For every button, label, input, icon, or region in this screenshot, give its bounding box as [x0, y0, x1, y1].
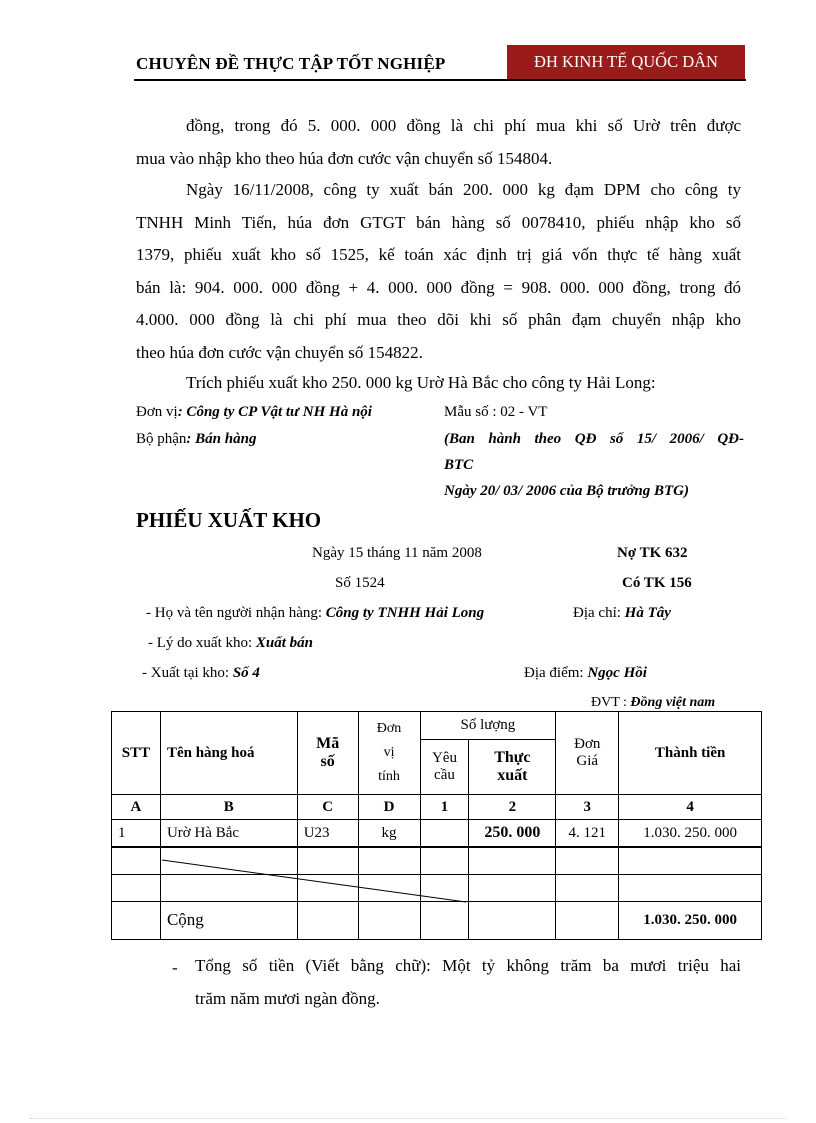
header-requested-line1: Yêu	[431, 750, 457, 767]
header-price-line1: Đơn	[574, 736, 601, 753]
header-title: CHUYÊN ĐỀ THỰC TẬP TỐT NGHIỆP	[136, 54, 446, 73]
debit-value: 632	[665, 545, 688, 561]
code-cell: 1	[420, 795, 469, 820]
table-row	[112, 820, 762, 847]
header-code	[297, 712, 358, 795]
location-label: Địa điểm:	[524, 665, 584, 681]
unit-label: Đơn vị	[136, 404, 178, 420]
reason-value: Xuất bán	[255, 635, 314, 651]
receiver-label: - Họ và tên người nhận hàng:	[146, 605, 323, 621]
paragraph-line: 1379, phiếu xuất kho số 1525, kế toán xác định trị giá vốn thực tế hàng xuất	[136, 245, 741, 265]
header-amount: Thành tiền	[619, 712, 762, 795]
unit-note-label: ĐVT :	[591, 695, 627, 710]
paragraph-line: bán là: 904. 000. 000 đồng + 4. 000. 000 đồng = 908. 000. 000 đồng, trong đó	[136, 277, 741, 297]
header-badge: ĐH KINH TẾ QUỐC DÂN	[507, 45, 745, 79]
header-actual-line1: Thực	[494, 749, 531, 767]
address-value: Hà Tây	[624, 605, 671, 621]
receiver-value: Công ty TNHH Hải Long	[325, 605, 485, 621]
header-requested	[420, 740, 469, 795]
header-stt: STT	[112, 712, 161, 795]
reason-line	[148, 635, 313, 652]
unit-note	[591, 695, 715, 711]
unit-note-value: Đồng việt nam	[630, 695, 716, 710]
paragraph-line: theo húa đơn cước vận chuyển số 154822.	[136, 342, 423, 362]
code-cell: 2	[469, 795, 556, 820]
header-actual	[469, 740, 556, 795]
paragraph-line: TNHH Minh Tiến, húa đơn GTGT bán hàng số 0078410, phiếu nhập kho số	[136, 212, 741, 232]
header-actual-line2: xuất	[497, 767, 528, 785]
row-price: 4. 121	[556, 820, 619, 847]
header-unit-line2: vị	[383, 745, 395, 761]
form-number: Mẫu số : 02 - VT	[444, 404, 548, 420]
reason-label: - Lý do xuất kho:	[148, 635, 253, 651]
total-amount: 1.030. 250. 000	[619, 901, 762, 939]
summary-bullet: -	[172, 958, 178, 977]
decree-line-3: Ngày 20/ 03/ 2006 của Bộ trưởng BTG)	[444, 483, 689, 499]
row-actual: 250. 000	[469, 820, 556, 847]
voucher-date: Ngày 15 tháng 11 năm 2008	[312, 545, 482, 561]
paragraph-line: đồng, trong đó 5. 000. 000 đồng là chi phí mua khi số Urờ trên được	[186, 116, 741, 135]
header-quantity: Số lượng	[420, 712, 556, 740]
table-code-row	[112, 795, 762, 820]
voucher-title: PHIẾU XUẤT KHO	[136, 508, 322, 532]
paragraph-line: Ngày 16/11/2008, công ty xuất bán 200. 000 kg đạm DPM cho công ty	[186, 180, 741, 199]
credit-account	[622, 575, 692, 592]
receiver-line	[146, 605, 484, 622]
header-unit	[358, 712, 420, 795]
debit-label: Nợ TK	[617, 545, 662, 561]
code-cell: C	[297, 795, 358, 820]
dept-label: Bộ phận	[136, 431, 187, 447]
row-code: U23	[297, 820, 358, 847]
code-cell: A	[112, 795, 161, 820]
header-code-line1: Mã	[316, 735, 340, 753]
row-amount: 1.030. 250. 000	[619, 820, 762, 847]
paragraph-3: Trích phiếu xuất kho 250. 000 kg Urờ Hà Bắc cho công ty Hải Long:	[186, 373, 656, 392]
page-bottom-divider	[30, 1118, 786, 1119]
header-unit-line1: Đơn	[376, 721, 402, 737]
table-empty-row	[112, 874, 762, 901]
header-name: Tên hàng hoá	[160, 712, 297, 795]
decree-line-1: (Ban hành theo QĐ số 15/ 2006/ QĐ-	[444, 431, 744, 447]
summary-line: Tổng số tiền (Viết bằng chữ): Một tỷ không trăm ba mươi triệu hai	[195, 956, 741, 975]
paragraph-line: 4.000. 000 đồng là chi phí mua theo dõi khi số phân đạm chuyển nhập kho	[136, 310, 741, 330]
voucher-table	[111, 711, 762, 940]
location-line	[524, 665, 647, 682]
header-unit-line3: tính	[378, 769, 400, 785]
table-empty-row	[112, 847, 762, 874]
row-requested	[420, 820, 469, 847]
table-header-row	[112, 712, 762, 740]
unit-line	[136, 404, 372, 421]
total-label: Cộng	[160, 901, 297, 939]
summary-line: trăm năm mươi ngàn đồng.	[195, 988, 380, 1008]
location-value: Ngọc Hồi	[587, 665, 647, 681]
paragraph-line: mua vào nhập kho theo húa đơn cước vận chuyển số 154804.	[136, 148, 553, 168]
address-line	[573, 605, 671, 622]
warehouse-line	[142, 665, 260, 682]
row-unit: kg	[358, 820, 420, 847]
paragraph-1	[136, 110, 741, 175]
decree-line-2: BTC	[444, 457, 474, 473]
code-cell: 3	[556, 795, 619, 820]
dept-value: : Bán hàng	[186, 431, 257, 447]
dept-line	[136, 431, 256, 448]
header-price	[556, 712, 619, 795]
code-cell: 4	[619, 795, 762, 820]
header-price-line2: Giá	[576, 753, 599, 770]
row-name: Urờ Hà Bắc	[160, 820, 297, 847]
header-code-line2: số	[320, 753, 335, 771]
header-requested-line2: cầu	[434, 767, 455, 784]
code-cell: B	[160, 795, 297, 820]
summary-paragraph	[195, 950, 741, 1015]
table-total-row	[112, 901, 762, 939]
header-divider	[134, 79, 746, 81]
warehouse-label: - Xuất tại kho:	[142, 665, 230, 681]
voucher-number: Số 1524	[335, 575, 385, 591]
address-label: Địa chỉ:	[573, 605, 621, 621]
debit-account	[617, 545, 688, 562]
credit-value: 156	[669, 575, 692, 591]
row-stt: 1	[112, 820, 161, 847]
paragraph-2	[136, 174, 741, 370]
code-cell: D	[358, 795, 420, 820]
credit-label: Có TK	[622, 575, 666, 591]
warehouse-value: Số 4	[232, 665, 260, 681]
unit-value: : Công ty CP Vật tư NH Hà nội	[177, 404, 372, 420]
